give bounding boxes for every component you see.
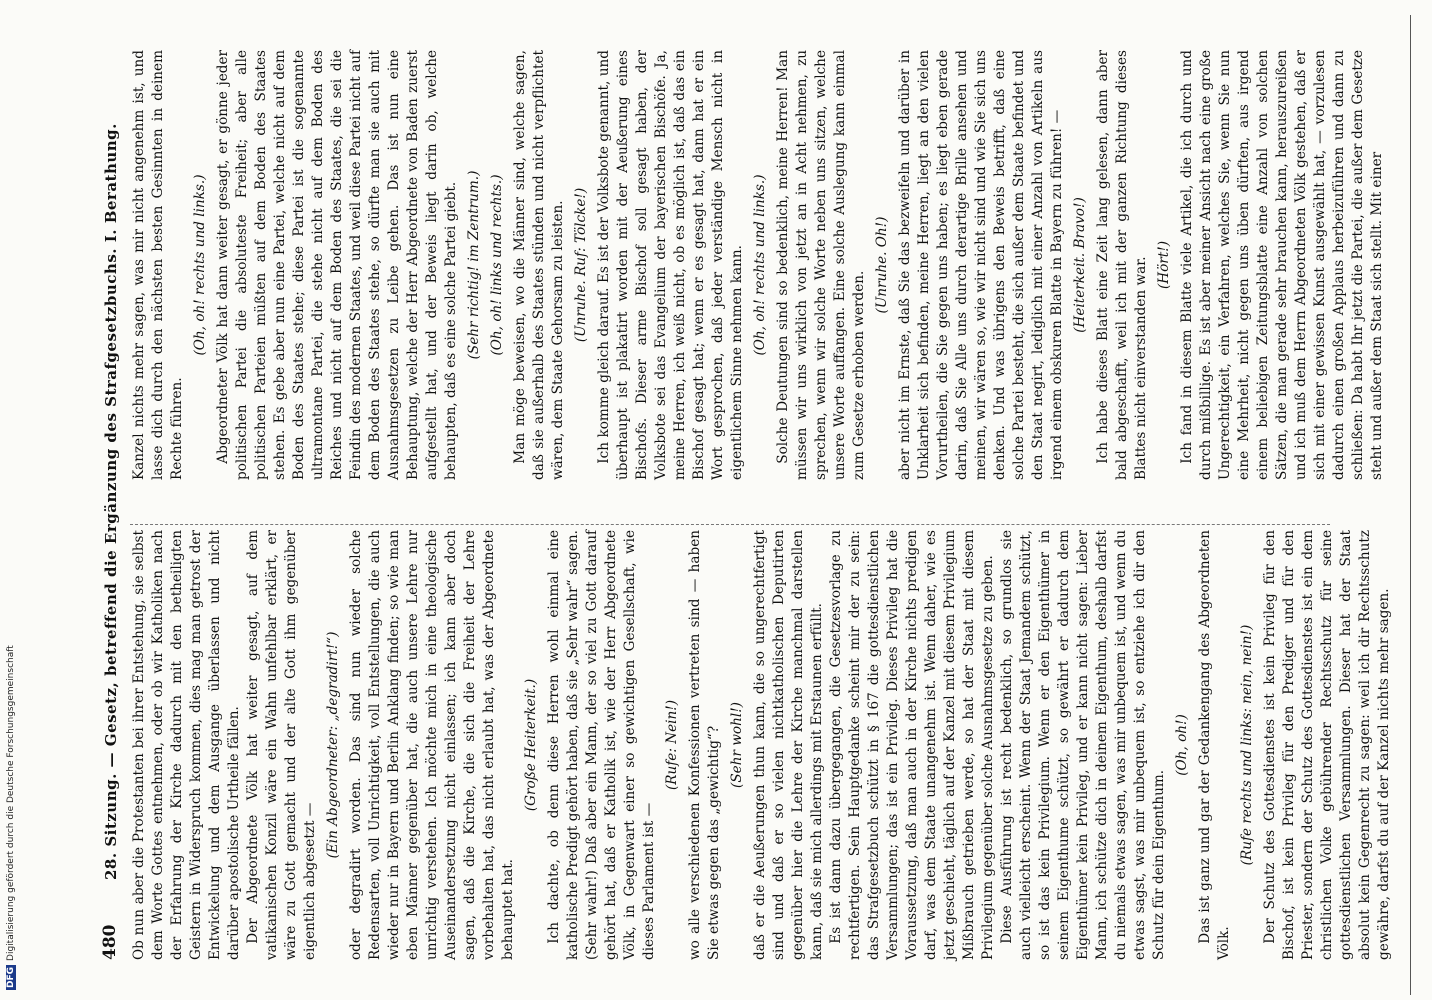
interjection: (Ein Abgeordneter: „degradirt!“): [325, 631, 341, 859]
paragraph: Der Schutz des Gottesdienstes ist kein Privileg für den Bischof, ist kein Privileg für den Prediger und für den Priester, sondern der Schutz des Gottesdienstes ist ein dem christlichen Volke gebührender Rechtsschutz für seine gottesdienstlichen Versammlungen. Dieser hat der Staat absolut kein Gegenrecht zu sagen: weil ich dir Rechtsschutz gewähre, darfst du auf der Kanzel nichts mehr sagen.: [1262, 530, 1392, 960]
paragraph: wo alle verschiedenen Konfessionen vertreten sind — haben Sie etwas gegen das „gewichtig“?: [687, 530, 722, 960]
page-number: 480: [100, 924, 120, 960]
dfg-logo: DFG: [6, 966, 16, 988]
interjection: (Rufe rechts und links: nein, nein!): [1239, 624, 1255, 866]
paragraph: Diese Ausführung ist recht bedenklich, so grundlos sie auch vielleicht erscheint. Wenn der Staat Jemandem schützt, so ist das kein Privilegium. Wenn er den Eigenthümer in seinem Eigenthume schützt, so gewährt er dadurch dem Eigenthümer kein Privileg, und er kann nicht sagen: Lieber Mann, ich schütze dich in deinem Eigenthum, deshalb darfst du niemals etwas sagen, was mir unbequem ist, und wenn du etwas sagst, was mir unbequem ist, so entziehe ich dir den Schutz für dein Eigenthum.: [999, 530, 1167, 960]
interjection: (Oh, oh!): [1174, 714, 1190, 776]
paragraph: Es ist dann dazu übergegangen, die Gesetzesvorlage zu rechtfertigen. Sein Hauptgedanke scheint mir der zu sein: das Strafgesetzbuch schützt in § 167 die gottesdienstlichen Versammlungen; das ist ein Privileg. Dieses Privileg hat die Voraussetzung, daß man auch in der Kirche nichts predigen darf, was dem Staate unangenehm ist. Wenn daher, wie es jetzt geschieht, täglich auf der Kanzel mit diesem Privilegium Mißbrauch getrieben werde, so hat der Staat mit diesem Privilegium gegenüber solche Ausnahmsgesetze zu geben.: [828, 530, 996, 960]
digitization-credit: [6, 645, 16, 990]
paragraph: Ich fand in diesem Blatte viele Artikel, die ich durch und durch mißbillige. Es ist aber meiner Ansicht nach eine große Ungerechtigkeit, ein Verfahren, welches Sie, wenn Sie nun eine Mehrheit, nicht gegen uns üben dürften, aus irgend einem beliebigen Zeitungsblatte eine Anzahl von solchen Sätzen, die man gerade sehr brauchen kann, herauszureißen und ich muß dem Herrn Abgeordneten Völk gestehen, daß er sich mit einer gewissen Kunst ausgewählt hat, — vorzulesen dadurch einen großen Applaus herbeizuführen und dann zu schließen: Da habt Ihr jetzt die Partei, die außer dem Gesetze steht und außer dem Staat sich stellt. Mit einer: [1179, 50, 1385, 480]
interjection: (Heiterkeit. Bravo!): [1072, 197, 1088, 333]
paragraph: Man möge beweisen, wo die Männer sind, welche sagen, daß sie außerhalb des Staates stünden und nicht verpflichtet wären, dem Staate Gehorsam zu leisten.: [512, 50, 566, 480]
paragraph: Ich komme gleich darauf. Es ist der Volksbote genannt, und überhaupt ist plakatirt worden mit der Aeußerung eines Bischofs. Dieser arme Bischof soll gesagt haben, der Volksbote sei das Evangelium der bayerischen Bischöfe. Ja, meine Herren, ich weiß nicht, ob es möglich ist, daß das ein Bischof gesagt hat; wenn er es gesagt hat, dann hat er ein Wort gesprochen, daß jeder verständige Mensch nicht in eigentlichem Sinne nehmen kann.: [596, 50, 745, 480]
paragraph: Der Abgeordnete Völk hat weiter gesagt, auf dem vatikanischen Konzil wäre ein Wahn unfehlbar erklärt, er wäre zu Gott gemacht und der alte Gott ihm gegenüber eigentlich abgesetzt —: [245, 530, 318, 960]
paragraph: Das ist ganz und gar der Gedankengang des Abgeordneten Völk.: [1197, 530, 1232, 960]
paragraph: Ob nun aber die Protestanten bei ihrer Entstehung, sie selbst dem Worte Gottes entnehmen, oder ob wir Katholiken nach der Erfahrung der Kirche dadurch mit den betheiligten Geistern in Widerspruch kommen, dies mag man getrost der Entwickelung und dem Ausgange überlassen und nicht darüber apostolische Urtheile fällen.: [131, 530, 242, 960]
interjection: (Hört!): [1156, 240, 1172, 290]
interjection: (Oh, oh! links und rechts.): [489, 174, 505, 356]
paragraph: Ich dachte, ob denn diese Herren wohl einmal eine katholische Predigt gehört haben, daß sie „Sehr wahr“ sagen. (Sehr wahr!) Daß aber ein Mann, der so viel zu Gott darauf gehört hat, daß er Katholik ist, wie der Herr Abgeordnete Völk, in Gegenwart einer so gewichtigen Gesellschaft, wie dieses Parlament ist —: [546, 530, 657, 960]
paragraph: Ich habe dieses Blatt eine Zeit lang gelesen, dann aber bald abgeschafft, weil ich mit der ganzen Richtung dieses Blattes nicht einverstanden war.: [1095, 50, 1149, 480]
column-divider: [130, 524, 1330, 525]
interjection: (Oh, oh! rechts und links.): [192, 174, 208, 356]
running-head: 28. Sitzung. — Gesetz, betreffend die Ergänzung des Strafgesetzbuchs. I. Berathung.: [102, 123, 120, 880]
interjection: (Oh, oh! rechts und links.): [752, 174, 768, 356]
paragraph: Abgeordneter Völk hat dann weiter gesagt, er gönne jeder politischen Partei die absoluteste Freiheit; aber alle politischen Parteien müßten auf dem Boden des Staates stehen. Es gebe aber nun eine Partei, welche nicht auf dem Boden des Staates stehe; diese Partei ist die sogenannte ultramontane Partei, die stehe nicht auf dem Boden des Reiches und nicht auf dem Boden des Staates, die sei die Feindin des modernen Staates, und weil diese Partei nicht auf dem Boden des Staates stehe, so dürfte man sie auch mit Ausnahmsgesetzen zu Leibe gehen. Das ist nun eine Behauptung, welche der Herr Abgeordnete von Baden zuerst aufgestellt hat, und der Beweis liegt darin ob, welche behaupten, daß es eine solche Partei giebt.: [215, 50, 459, 480]
paragraph: oder degradirt worden. Das sind nun wieder solche Redensarten, voll Unrichtigkeit, voll Entstellungen, die auch wieder nur in Bayern und Berlin Anklang finden; so wie man eben Männer gegenüber hat, die auch unsere Lehre nur unrichtig verstehen. Ich möchte mich in eine theologische Auseinandersetzung nicht einlassen; ich kann aber doch sagen, daß die Kirche, die sich die Freiheit der Lehre vorbehalten hat, das nicht erlaubt hat, was der Abgeordnete behauptet hat.: [348, 530, 516, 960]
right-column: [130, 50, 1385, 480]
paragraph: Kanzel nichts mehr sagen, was mir nicht angenehm ist, und lasse dich durch den nächsten besten Gesinnten in deinem Rechte führen.: [131, 50, 185, 480]
interjection: (Unruhe. Oh!): [874, 216, 890, 314]
credit-text: Digitalisierung gefördert durch die Deutsche Forschungsgemeinschaft: [6, 645, 16, 961]
page-header: [100, 35, 126, 960]
paragraph: aber nicht im Ernste, daß Sie das bezweifeln und darüber in Unklarheit sich befinden, meine Herren, liegt an den vielen Vorurtheilen, die Sie gegen uns haben; es liegt eben gerade darin, daß Sie Alle uns durch derartige Brille ansehen und meinen, wir wären so, wie wir nicht sind und wie Sie sich uns denken. Und was übrigens den Beweis betrifft, daß eine solche Partei besteht, die sich außer dem Staate befindet und den Staat negirt, lediglich mit einer Anzahl von Artikeln aus irgend einem obskuren Blatte in Bayern zu führen! —: [897, 50, 1065, 480]
left-column: [130, 530, 1392, 960]
interjection: (Sehr wohl!): [729, 702, 745, 788]
paragraph: daß er die Aeußerungen thun kann, die so ungerechtfertigt sind und daß er so vielen nichtkatholischen Deputirten gegenüber hier die Lehre der Kirche manchmal darstellen kann, daß sie mich allerdings mit Erstaunen erfüllt.: [752, 530, 825, 960]
interjection: (Sehr richtig! im Zentrum.): [466, 170, 482, 360]
interjection: (Unruhe. Ruf: Tölcke!): [573, 187, 589, 343]
interjection: (Große Heiterkeit.): [523, 678, 539, 812]
paragraph: Solche Deutungen sind so bedenklich, meine Herren! Man müssen wir uns wirklich von jetzt an in Acht nehmen, zu sprechen, wenn wir solche Worte neben uns sitzen, welche unsere Worte auffangen. Eine solche Auslegung kann einmal zum Gesetze erhoben werden.: [775, 50, 867, 480]
interjection: (Rufe: Nein!): [664, 699, 680, 791]
rotated-document-page: [20, 0, 1440, 1000]
